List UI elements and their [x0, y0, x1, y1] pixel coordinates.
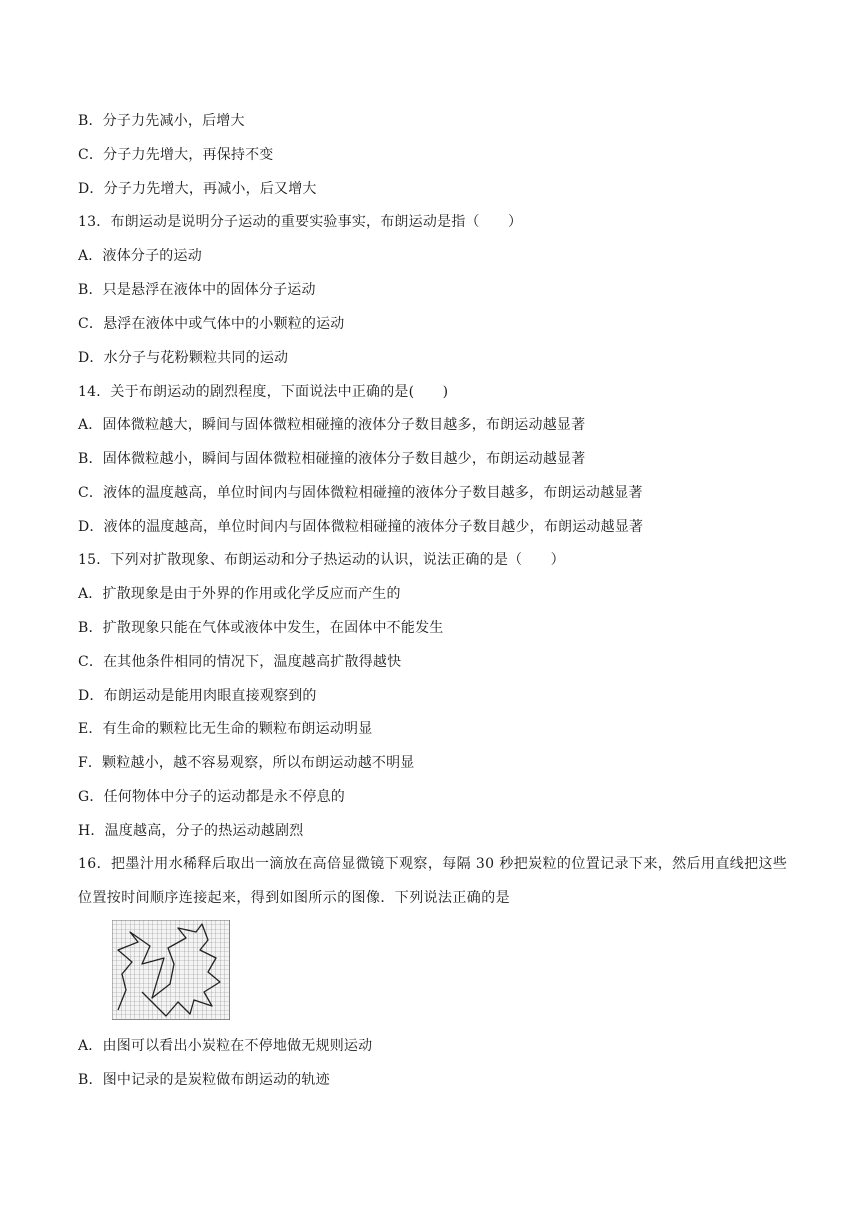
q15-option-c: C．在其他条件相同的情况下，温度越高扩散得越快: [78, 654, 402, 670]
q14-option-c: C．液体的温度越高，单位时间内与固体微粒相碰撞的液体分子数目越多，布朗运动越显著: [78, 485, 643, 501]
q14-option-b: B．固体微粒越小，瞬间与固体微粒相碰撞的液体分子数目越少，布朗运动越显著: [78, 451, 586, 467]
brownian-trajectory-figure: [112, 920, 230, 1020]
q13-stem: 13．布朗运动是说明分子运动的重要实验事实，布朗运动是指（ ）: [78, 214, 523, 230]
q15-option-d: D．布朗运动是能用肉眼直接观察到的: [78, 688, 317, 704]
q14-option-d: D．液体的温度越高，单位时间内与固体微粒相碰撞的液体分子数目越少，布朗运动越显著: [78, 519, 644, 535]
q14-stem: 14．关于布朗运动的剧烈程度，下面说法中正确的是( ): [78, 384, 449, 400]
q15-option-a: A．扩散现象是由于外界的作用或化学反应而产生的: [78, 586, 401, 602]
q13-option-b: B．只是悬浮在液体中的固体分子运动: [78, 282, 316, 298]
q16-stem: 16．把墨汁用水稀释后取出一滴放在高倍显微镜下观察，每隔 30 秒把炭粒的位置记录下来，然后用直线把这些位置按时间顺序连接起来，得到如图所示的图像．下列说法正确的是: [78, 856, 788, 906]
q15-stem: 15．下列对扩散现象、布朗运动和分子热运动的认识，说法正确的是（ ）: [78, 552, 565, 568]
q14-option-a: A．固体微粒越大，瞬间与固体微粒相碰撞的液体分子数目越多，布朗运动越显著: [78, 417, 586, 433]
q16-option-b: B．图中记录的是炭粒做布朗运动的轨迹: [78, 1072, 330, 1088]
q12-option-d: D．分子力先增大，再减小，后又增大: [78, 181, 317, 197]
q15-option-b: B．扩散现象只能在气体或液体中发生，在固体中不能发生: [78, 620, 444, 636]
q15-option-f: F．颗粒越小，越不容易观察，所以布朗运动越不明显: [78, 755, 415, 771]
q13-option-d: D．水分子与花粉颗粒共同的运动: [78, 350, 289, 366]
q13-option-a: A．液体分子的运动: [78, 248, 202, 264]
q15-option-g: G．任何物体中分子的运动都是永不停息的: [78, 789, 345, 805]
brownian-trajectory-image: [112, 920, 230, 1020]
q12-option-b: B．分子力先减小，后增大: [78, 113, 245, 129]
q15-option-h: H．温度越高，分子的热运动越剧烈: [78, 823, 304, 839]
q16-option-a: A．由图可以看出小炭粒在不停地做无规则运动: [78, 1038, 373, 1054]
q15-option-e: E．有生命的颗粒比无生命的颗粒布朗运动明显: [78, 721, 373, 737]
q13-option-c: C．悬浮在液体中或气体中的小颗粒的运动: [78, 316, 345, 332]
q12-option-c: C．分子力先增大，再保持不变: [78, 147, 274, 163]
